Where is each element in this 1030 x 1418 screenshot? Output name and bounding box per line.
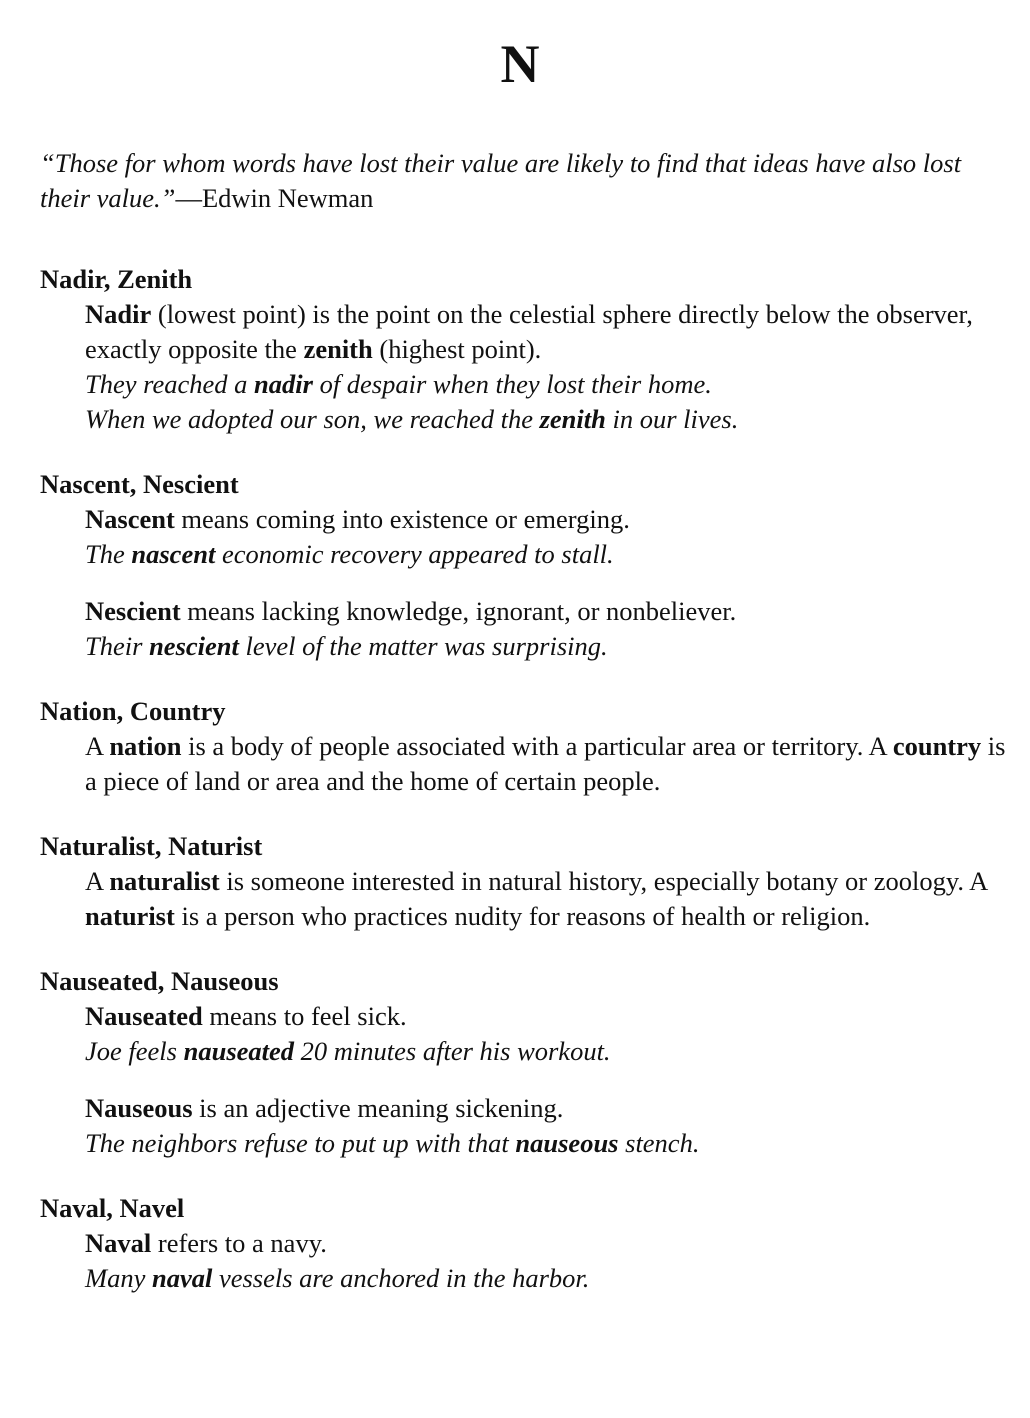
text-run: in our lives. <box>605 404 739 434</box>
definition <box>85 297 1015 367</box>
usage-example <box>85 1126 1015 1161</box>
text-run: (highest point). <box>372 334 542 364</box>
block-spacer <box>40 572 1015 594</box>
bold-keyword: nescient <box>149 631 239 661</box>
glossary-entry <box>40 829 1015 934</box>
entry-term: Naturalist, Naturist <box>40 831 263 861</box>
bold-keyword: nauseous <box>515 1128 619 1158</box>
bold-keyword: nadir <box>254 369 313 399</box>
text-run: is a body of people associated with a particular area or territory. A <box>181 731 893 761</box>
glossary-entry <box>40 694 1015 799</box>
text-run: They reached a <box>85 369 255 399</box>
text-run: means to feel sick. <box>202 1001 407 1031</box>
usage-example <box>85 1034 1015 1069</box>
section-letter: N <box>500 34 540 94</box>
definition <box>85 729 1015 799</box>
bold-keyword: Nadir <box>85 299 152 329</box>
text-run: of despair when they lost their home. <box>312 369 712 399</box>
entry-term: Nauseated, Nauseous <box>40 966 279 996</box>
usage-example <box>85 367 1015 402</box>
text-run: is a piece of land or area and the home of certain people. <box>85 731 1006 796</box>
bold-keyword: naturalist <box>109 866 220 896</box>
text-run: is a person who practices nudity for reasons of health or religion. <box>174 901 871 931</box>
text-run: Joe feels <box>85 1036 184 1066</box>
text-run: When we adopted our son, we reached the <box>85 404 540 434</box>
text-run: means coming into existence or emerging. <box>174 504 630 534</box>
definition <box>85 1091 1015 1126</box>
glossary-entry <box>40 467 1015 664</box>
text-run: level of the matter was surprising. <box>238 631 608 661</box>
epigraph-quote: “Those for whom words have lost their value are likely to find that ideas have also lost their value.” <box>40 148 962 213</box>
text-run: The <box>85 539 132 569</box>
text-run: Their <box>85 631 150 661</box>
text-run: refers to a navy. <box>151 1228 327 1258</box>
definition <box>85 594 1015 629</box>
usage-example <box>85 629 1015 664</box>
bold-keyword: nation <box>109 731 182 761</box>
text-run: economic recovery appeared to stall. <box>215 539 614 569</box>
definition <box>85 864 1015 934</box>
block-spacer <box>40 1069 1015 1091</box>
entry-list <box>40 262 1015 1326</box>
bold-keyword: country <box>892 731 982 761</box>
bold-keyword: nascent <box>131 539 216 569</box>
entry-term: Nascent, Nescient <box>40 469 239 499</box>
usage-example <box>85 402 1015 437</box>
definition <box>85 1226 1015 1261</box>
bold-keyword: Nescient <box>85 596 181 626</box>
text-run: is someone interested in natural history, especially botany or zoology. A <box>219 866 987 896</box>
bold-keyword: Naval <box>85 1228 152 1258</box>
text-run: stench. <box>618 1128 700 1158</box>
usage-example <box>85 1261 1015 1296</box>
text-run: vessels are anchored in the harbor. <box>212 1263 590 1293</box>
text-run: Many <box>85 1263 152 1293</box>
text-run: A <box>85 866 110 896</box>
bold-keyword: zenith <box>303 334 373 364</box>
text-run: 20 minutes after his workout. <box>294 1036 611 1066</box>
text-run: A <box>85 731 110 761</box>
entry-term: Naval, Navel <box>40 1193 185 1223</box>
epigraph-attribution: —Edwin Newman <box>175 183 374 213</box>
glossary-entry <box>40 262 1015 437</box>
definition <box>85 502 1015 537</box>
epigraph <box>40 146 1015 216</box>
text-run: means lacking knowledge, ignorant, or nonbeliever. <box>180 596 737 626</box>
bold-keyword: Nauseous <box>85 1093 193 1123</box>
bold-keyword: naval <box>151 1263 213 1293</box>
glossary-entry <box>40 964 1015 1161</box>
definition <box>85 999 1015 1034</box>
bold-keyword: Nauseated <box>85 1001 203 1031</box>
entry-term: Nadir, Zenith <box>40 264 193 294</box>
usage-example <box>85 537 1015 572</box>
bold-keyword: nauseated <box>183 1036 295 1066</box>
glossary-entry <box>40 1191 1015 1296</box>
entry-term: Nation, Country <box>40 696 226 726</box>
text-run: (lowest point) is the point on the celestial sphere directly below the observer, exactly opposite the <box>85 299 973 364</box>
text-run: is an adjective meaning sickening. <box>192 1093 564 1123</box>
bold-keyword: Nascent <box>85 504 175 534</box>
bold-keyword: zenith <box>539 404 606 434</box>
bold-keyword: naturist <box>85 901 175 931</box>
text-run: The neighbors refuse to put up with that <box>85 1128 516 1158</box>
